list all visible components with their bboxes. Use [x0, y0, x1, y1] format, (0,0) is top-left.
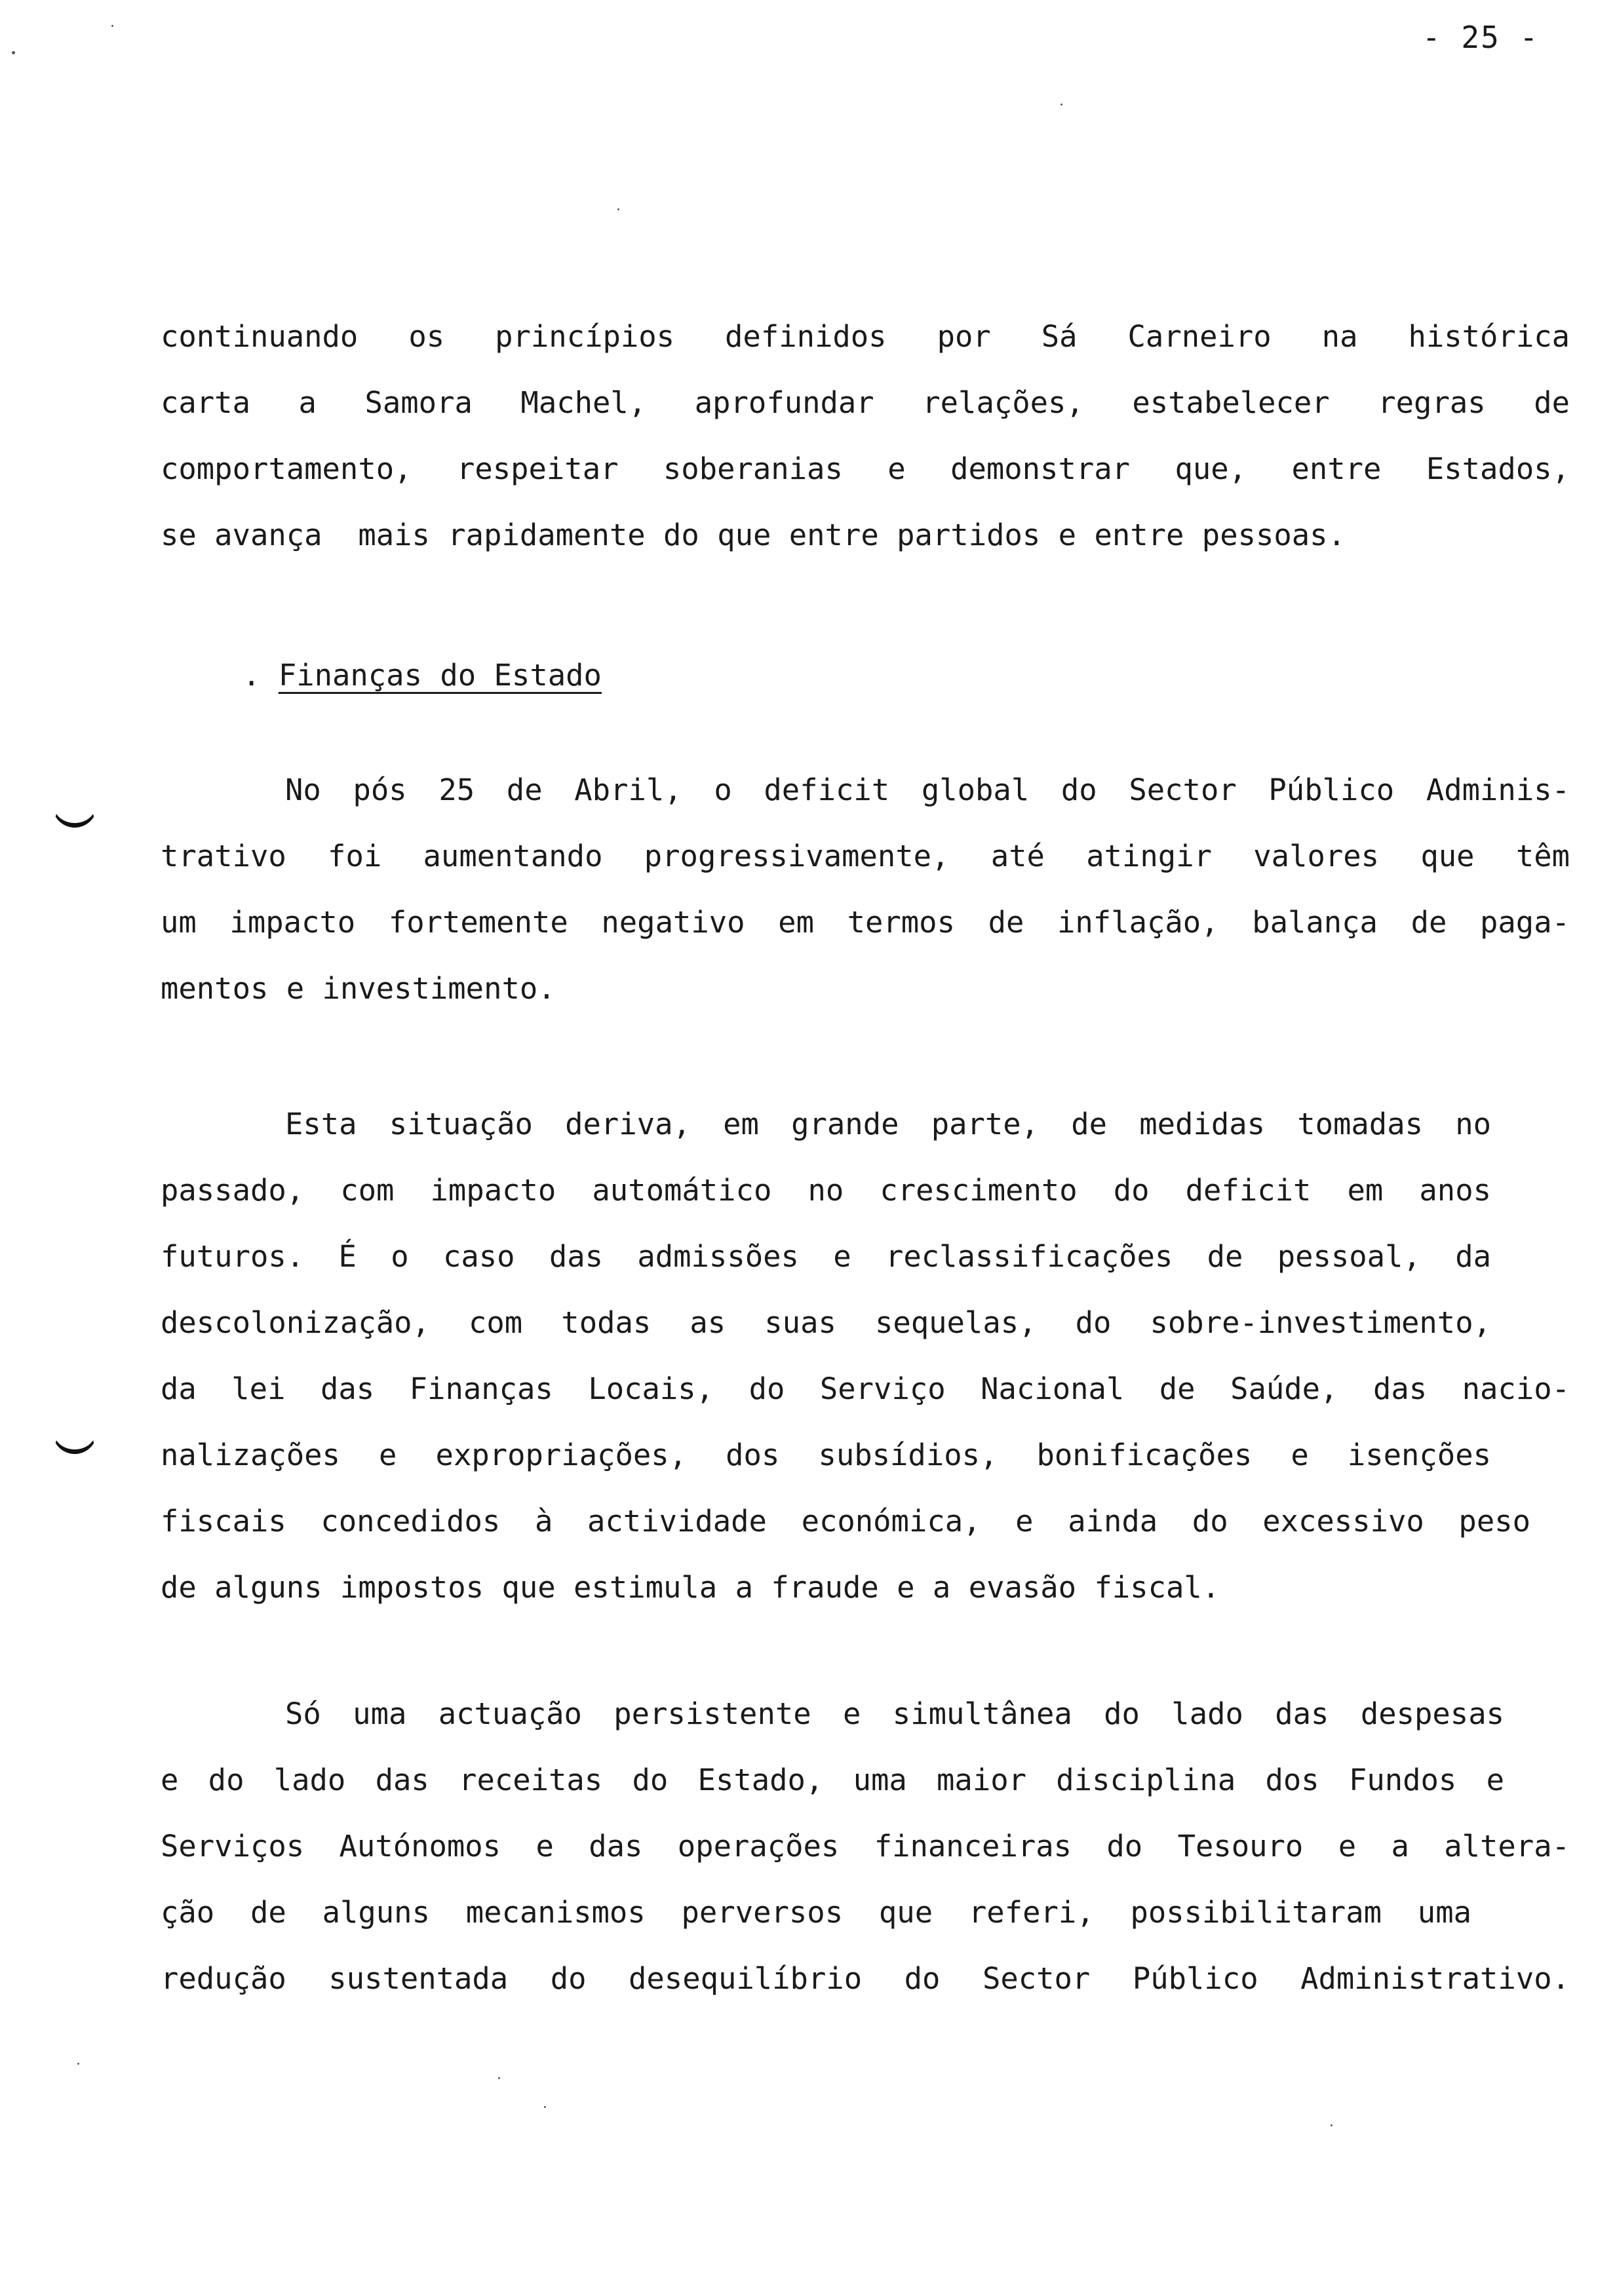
text-line: continuando os princípios definidos por Sá Carneiro na histórica — [161, 319, 1570, 354]
text-line: mentos e investimento. — [161, 971, 556, 1006]
text-line: comportamento, respeitar soberanias e demonstrar que, entre Estados, — [161, 451, 1570, 486]
heading-bullet: . — [243, 658, 261, 693]
scan-speck — [544, 2106, 546, 2108]
paragraph-deficit — [161, 757, 1570, 1022]
text-line: e do lado das receitas do Estado, uma maior disciplina dos Fundos e — [161, 1763, 1504, 1797]
text-line: fiscais concedidos à actividade económica, e ainda do excessivo peso — [161, 1504, 1530, 1539]
text-line: carta a Samora Machel, aprofundar relações, estabelecer regras de — [161, 385, 1570, 420]
section-heading — [243, 642, 602, 708]
margin-tick-mark — [52, 1427, 97, 1454]
scan-speck — [1060, 104, 1062, 105]
text-line: um impacto fortemente negativo em termos de inflação, balança de paga- — [161, 905, 1570, 940]
text-line: da lei das Finanças Locais, do Serviço Nacional de Saúde, das nacio- — [161, 1371, 1570, 1406]
paragraph-situation — [161, 1091, 1570, 1620]
text-line: redução sustentada do desequilíbrio do Sector Público Administrativo. — [161, 1961, 1570, 1996]
page-number: - 25 - — [1422, 20, 1540, 55]
scan-speck — [498, 2077, 500, 2079]
margin-tick-mark — [52, 801, 97, 828]
scan-speck — [1331, 2124, 1333, 2126]
text-line: nalizações e expropriações, dos subsídios, bonificações e isenções — [161, 1438, 1491, 1472]
scan-speck — [617, 208, 619, 210]
paragraph-conclusion — [161, 1681, 1570, 2012]
text-line: se avança mais rapidamente do que entre partidos e entre pessoas. — [161, 518, 1346, 552]
text-line: descolonização, com todas as suas sequelas, do sobre-investimento, — [161, 1305, 1491, 1340]
text-line: futuros. É o caso das admissões e reclassificações de pessoal, da — [161, 1239, 1491, 1274]
text-line: ção de alguns mecanismos perversos que referi, possibilitaram uma — [161, 1895, 1471, 1930]
text-line: Serviços Autónomos e das operações financeiras do Tesouro e a altera- — [161, 1829, 1570, 1864]
text-line: Esta situação deriva, em grande parte, de medidas tomadas no — [285, 1107, 1491, 1141]
text-line: trativo foi aumentando progressivamente, até atingir valores que têm — [161, 839, 1570, 873]
scan-speck — [77, 2063, 79, 2065]
heading-title: Finanças do Estado — [278, 658, 602, 693]
scan-speck — [111, 25, 113, 27]
text-line: passado, com impacto automático no crescimento do deficit em anos — [161, 1173, 1491, 1208]
text-line: No pós 25 de Abril, o deficit global do Sector Público Adminis- — [285, 773, 1570, 807]
scan-speck — [12, 51, 15, 54]
paragraph-continuation — [161, 303, 1570, 568]
text-line: de alguns impostos que estimula a fraude e a evasão fiscal. — [161, 1570, 1220, 1605]
text-line: Só uma actuação persistente e simultânea do lado das despesas — [285, 1696, 1504, 1731]
